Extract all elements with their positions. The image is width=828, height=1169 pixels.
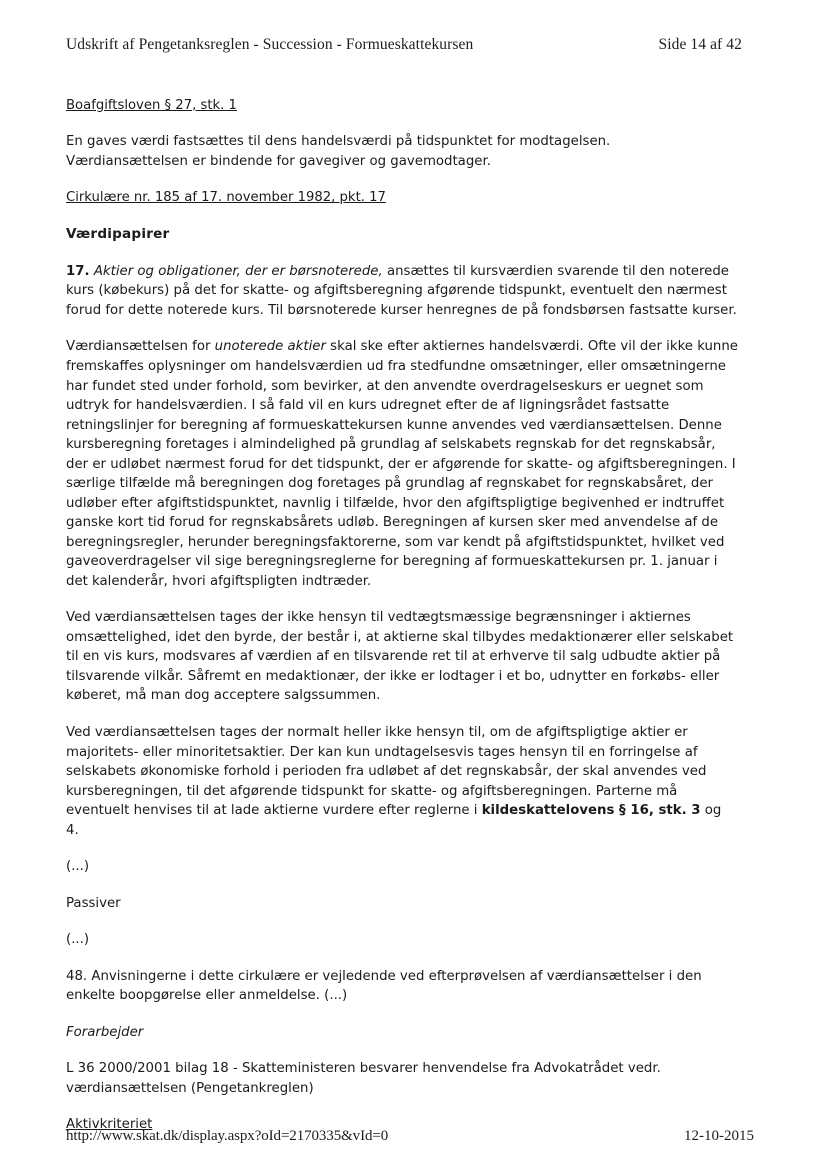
paragraph-48: 48. Anvisningerne i dette cirkulære er vejledende ved efterprøvelsen af værdiansættelser i den enkelte boopgørelse eller anmeldelse. (...) <box>66 968 702 1004</box>
header-page-number: Side 14 af 42 <box>658 36 742 53</box>
document-header <box>66 36 744 54</box>
law-text <box>66 132 738 171</box>
paragraph-17-italic: Aktier og obligationer, der er børsnoterede, <box>93 263 383 279</box>
majoritet-intro: Ved værdiansættelsen tages der normalt heller ikke hensyn til, om de afgiftspligtige aktier er majoritets- eller minoritetsaktier. Der kan kun undtagelsesvis tages hensyn til en forringelse af selskabets økonomiske forhold i perioden fra udløbet af det regnskabsår, der skal anvendes ved kursberegningen, til det afgørende tidspunkt for skatte- og afgiftsberegningen. Parterne må eventuelt henvises til at lade aktierne vurdere efter reglerne i <box>66 725 707 819</box>
footer-date: 12-10-2015 <box>684 1128 754 1144</box>
paragraph-majoritetsaktier <box>66 723 738 840</box>
footer-url: http://www.skat.dk/display.aspx?oId=2170335&vId=0 <box>66 1128 389 1144</box>
circular-heading: Cirkulære nr. 185 af 17. november 1982, pkt. 17 <box>66 190 386 206</box>
paragraph-17-rest: ansættes til kursværdien svarende til den noterede kurs (købekurs) på det for skatte- og afgiftsberegning afgørende tidspunkt, eventuelt den nærmest forud for dette noterede kurs. Til børsnoterede kurser henregnes de på fondsbørsen fastsatte kurser. <box>66 263 737 318</box>
ellipsis-2: (...) <box>66 932 90 948</box>
paragraph-17: 17. Aktier og obligationer, der er børsnoterede, ansættes til kursværdien svarende til den noterede kurs (købekurs) på det for skatte- og afgiftsberegning afgørende tidspunkt, eventuelt den nærmest forud for dette noterede kurs. Til børsnoterede kurser henregnes de på fondsbørsen fastsatte kurser. <box>66 263 737 318</box>
header-title: Udskrift af Pengetanksreglen - Succession - Formueskattekursen <box>66 36 474 53</box>
unoterede-rest: skal ske efter aktiernes handelsværdi. Ofte vil der ikke kunne fremskaffes oplysninger om handelsværdien ud fra stedfundne omsætninger, eller omsætningerne har fundet sted under forhold, som bevirker, at den anvendte overdragelseskurs er uegnet som udtryk for handelsværdien. I så fald vil en kurs udregnet efter de af ligningsrådet fastsatte retningslinjer for beregning af formueskattekursen kunne anvendes ved værdiansættelsen. Denne kursberegning foretages i almindelighed på grundlag af selskabets regnskab for det regnskabsår, der er udløbet nærmest forud for det tidspunkt, der er afgørende for skatte- og afgiftsberegningen. I særlige tilfælde må beregningen dog foretages på grundlag af regnskabet for regnskabsåret, der udløber efter afgiftstidspunktet, navnlig i tilfælde, hvor den afgiftspligtige begivenhed er indtruffet ganske kort tid forud for regnskabsårets udløb. Beregningen af kursen sker med anvendelse af de beregningsregler, herunder beregningsfaktorerne, som var kendt på afgiftstidspunktet, hvilket ved gaveoverdragelser vil sige beregningsreglerne for beregning af formueskattekursen pr. 1. januar i det kalenderår, hvori afgiftspligten indtræder. <box>66 339 738 589</box>
forarbejder-heading: Forarbejder <box>66 1024 144 1040</box>
document-body <box>66 96 738 1135</box>
l36-reference <box>66 1059 738 1098</box>
law-heading: Boafgiftsloven § 27, stk. 1 <box>66 98 237 113</box>
majoritet-rest: og 4. <box>66 803 722 838</box>
kildeskattelovens-reference: kildeskattelovens § 16, stk. 3 <box>481 803 701 819</box>
l36-line2: værdiansættelsen (Pengetankreglen) <box>66 1080 314 1096</box>
paragraph-17-number: 17 <box>66 263 85 279</box>
unoterede-italic: unoterede aktier <box>214 339 326 355</box>
paragraph-unoterede-aktier <box>66 337 738 591</box>
ellipsis-1: (...) <box>66 859 90 875</box>
unoterede-intro: Værdiansættelsen for <box>66 339 215 355</box>
l36-line1: L 36 2000/2001 bilag 18 - Skatteministeren besvarer henvendelse fra Advokatrådet vedr. <box>66 1061 661 1077</box>
law-text-line1: En gaves værdi fastsættes til dens handelsværdi på tidspunktet for modtagelsen. <box>66 134 611 150</box>
law-text-line2: Værdiansættelsen er bindende for gavegiver og gavemodtager. <box>66 153 491 169</box>
paragraph-vedtaegtsmaessige: Ved værdiansættelsen tages der ikke hensyn til vedtægtsmæssige begrænsninger i aktiernes omsættelighed, idet den byrde, der består i, at aktierne skal tilbydes medaktionærer eller selskabet til en vis kurs, modsvares af værdien af en tilsvarende ret til at erhverve til salg udbudte aktier på tilsvarende vilkår. Såfremt en medaktionær, der ikke er lodtager i et bo, udnytter en forkøbs- eller køberet, må man dog acceptere salgssummen. <box>66 610 734 704</box>
passiver-heading: Passiver <box>66 895 121 911</box>
document-footer <box>66 1128 758 1145</box>
aktivkriteriet-heading: Aktivkriteriet <box>66 1117 153 1133</box>
section-heading: Værdipapirer <box>66 225 170 242</box>
